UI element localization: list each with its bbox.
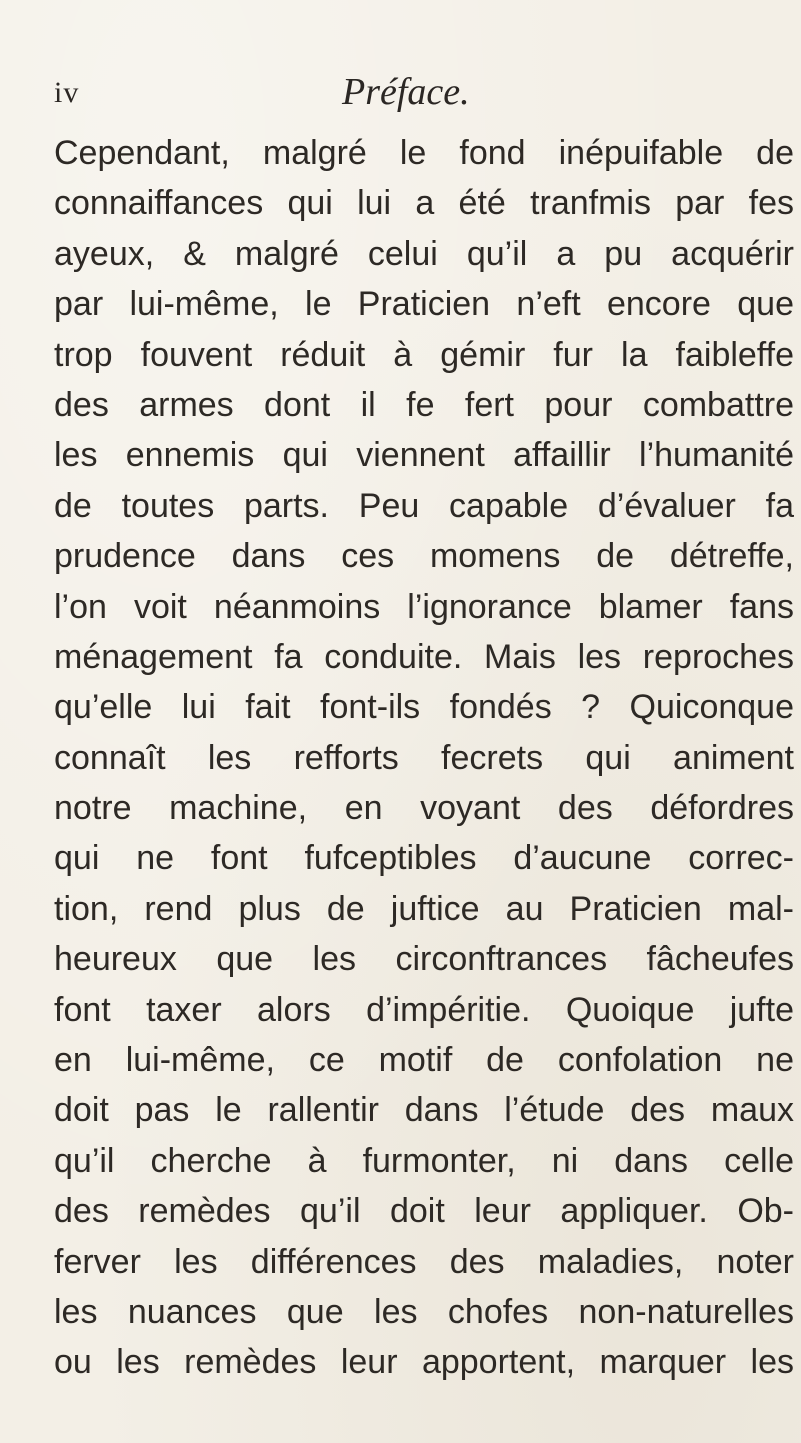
running-head xyxy=(48,66,788,112)
text-line: des remèdes qu’il doit leur appliquer. Ob- xyxy=(54,1192,794,1231)
text-line: prudence dans ces momens de détreffe, xyxy=(54,537,794,576)
text-line: ayeux, & malgré celui qu’il a pu acquérir xyxy=(54,234,794,273)
text-line: qui ne font fufceptibles d’aucune correc- xyxy=(54,839,794,878)
text-line: l’on voit néanmoins l’ignorance blamer fans xyxy=(54,587,794,626)
text-line: les nuances que les chofes non-naturelles xyxy=(54,1292,794,1331)
running-title: Préface. xyxy=(342,71,470,113)
text-line: de toutes parts. Peu capable d’évaluer fa xyxy=(54,486,794,525)
text-line: qu’il cherche à furmonter, ni dans celle xyxy=(54,1141,794,1180)
text-line: par lui-même, le Praticien n’eft encore que xyxy=(54,285,794,324)
text-line: connaît les refforts fecrets qui animent xyxy=(54,738,794,777)
text-line: tion, rend plus de juftice au Praticien mal- xyxy=(54,889,794,928)
text-line: trop fouvent réduit à gémir fur la faibleffe xyxy=(54,335,794,374)
body-text xyxy=(54,128,794,1388)
text-line: heureux que les circonftrances fâcheufes xyxy=(54,940,794,979)
text-line: des armes dont il fe fert pour combattre xyxy=(54,385,794,424)
text-line: les ennemis qui viennent affaillir l’humanité xyxy=(54,436,794,475)
text-line: notre machine, en voyant des défordres xyxy=(54,789,794,828)
text-line: connaiffances qui lui a été tranfmis par fes xyxy=(54,184,794,223)
text-line: ferver les différences des maladies, noter xyxy=(54,1242,794,1281)
text-line: font taxer alors d’impéritie. Quoique jufte xyxy=(54,990,794,1029)
page-number: iv xyxy=(54,76,80,109)
text-line: en lui-même, ce motif de confolation ne xyxy=(54,1041,794,1080)
text-line: ou les remèdes leur apportent, marquer les xyxy=(54,1343,794,1382)
text-line: Cependant, malgré le fond inépuifable de xyxy=(54,134,794,172)
text-line: doit pas le rallentir dans l’étude des maux xyxy=(54,1091,794,1130)
text-line: qu’elle lui fait font-ils fondés ? Quiconque xyxy=(54,688,794,727)
text-line: ménagement fa conduite. Mais les reproches xyxy=(54,637,794,676)
